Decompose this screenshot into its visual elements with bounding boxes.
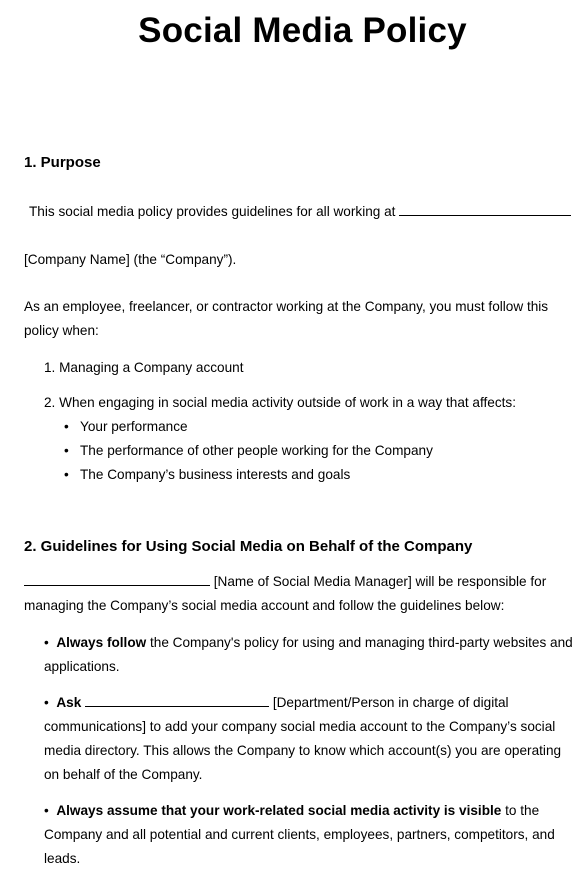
- document-title: Social Media Policy: [138, 11, 467, 50]
- company-name-blank[interactable]: [399, 200, 571, 216]
- guideline-text: the Company's policy for using and managing third-party websites and applications.: [44, 635, 573, 674]
- bullet-icon: •: [44, 803, 57, 818]
- bullet-icon: •: [64, 467, 69, 482]
- guideline-bold: Ask: [56, 695, 82, 710]
- numbered-item-2: 2. When engaging in social media activity outside of work in a way that affects:: [44, 395, 517, 410]
- guideline-item-3: [44, 799, 579, 871]
- section-heading-purpose: 1. Purpose: [24, 154, 101, 171]
- bullet-item-2: [64, 441, 433, 461]
- guideline-item-1: [44, 631, 579, 679]
- applies-paragraph: As an employee, freelancer, or contractor working at the Company, you must follow this policy when:: [24, 299, 549, 338]
- manager-line2: managing the Company’s social media account and follow the guidelines below:: [24, 598, 505, 613]
- manager-paragraph: [24, 570, 584, 618]
- bullet-item-text: The performance of other people working for the Company: [80, 443, 433, 458]
- guideline-bold: Always follow: [56, 635, 147, 650]
- bullet-item-text: Your performance: [80, 419, 188, 434]
- guideline-text: to the Company and all potential and current clients, employees, partners, competitors, and leads.: [44, 803, 555, 866]
- purpose-intro: [29, 200, 585, 224]
- department-person-blank[interactable]: [85, 691, 269, 707]
- bullet-item-3: [64, 465, 350, 485]
- guideline-text: [Department/Person in charge of digital communications] to add your company social media account to the Company’s social media directory. This allows the Company to know which account(s) you are operating on behalf of the Company.: [44, 695, 562, 782]
- company-name-line: [Company Name] (the “Company”).: [24, 252, 237, 267]
- guideline-item-2: [44, 691, 579, 787]
- bullet-item-text: The Company’s business interests and goals: [80, 467, 351, 482]
- bullet-item-1: [64, 417, 188, 437]
- section-heading-guidelines: 2. Guidelines for Using Social Media on Behalf of the Company: [24, 538, 473, 555]
- social-media-manager-blank[interactable]: [24, 570, 210, 586]
- bullet-icon: •: [64, 419, 69, 434]
- bullet-icon: •: [44, 635, 57, 650]
- manager-suffix: [Name of Social Media Manager] will be responsible for: [213, 574, 547, 589]
- bullet-icon: •: [64, 443, 69, 458]
- purpose-intro-text: This social media policy provides guidelines for all working at: [29, 204, 396, 219]
- numbered-item-1: 1. Managing a Company account: [44, 360, 244, 375]
- guideline-bold: Always assume that your work-related social media activity is visible: [56, 803, 502, 818]
- bullet-icon: •: [44, 695, 57, 710]
